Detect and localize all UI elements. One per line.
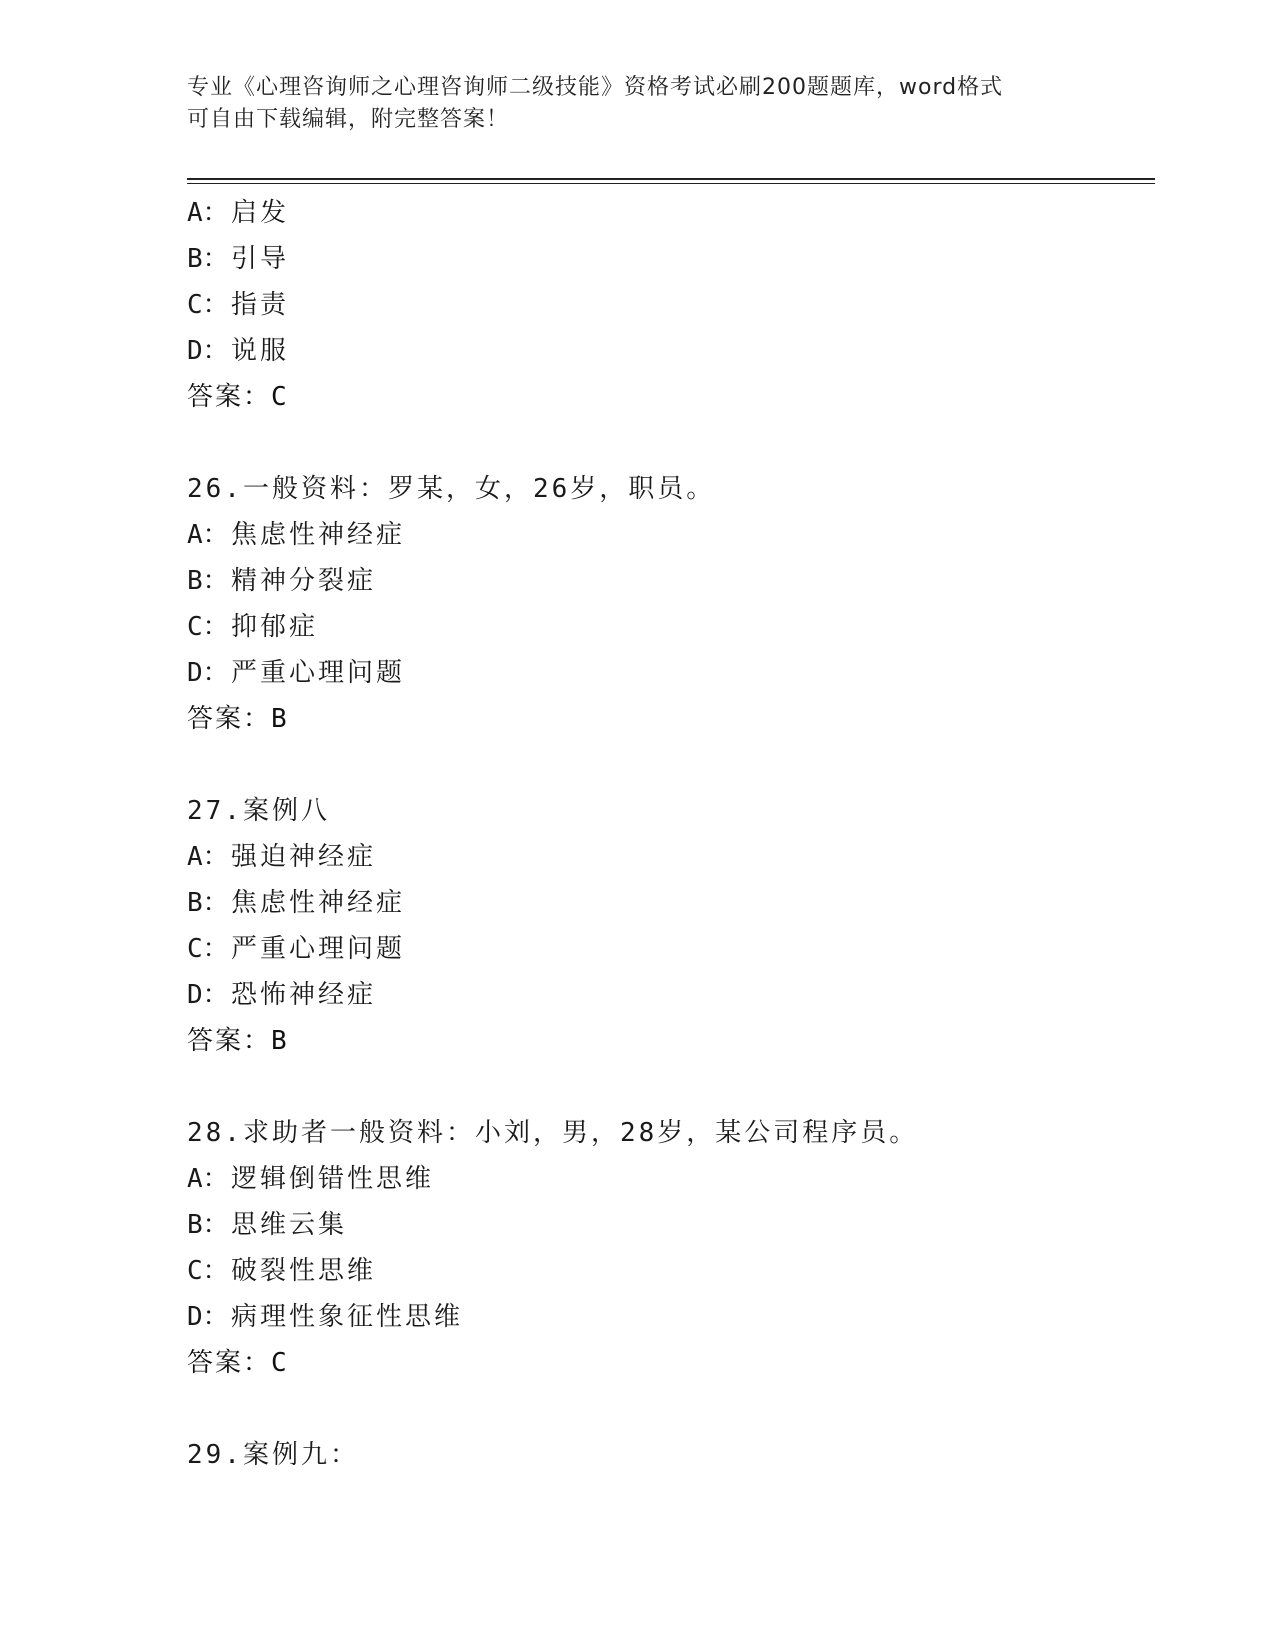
option-text: 焦虑性神经症 xyxy=(231,888,406,918)
option-text: 指责 xyxy=(231,290,290,320)
option-b xyxy=(187,558,1155,604)
option-d xyxy=(187,328,1155,374)
option-letter: D： xyxy=(187,1302,229,1332)
answer-label: 答案： xyxy=(187,1348,272,1378)
question-27 xyxy=(187,788,1155,1064)
question-28 xyxy=(187,1110,1155,1386)
option-text: 抑郁症 xyxy=(231,612,319,642)
option-b xyxy=(187,880,1155,926)
document-header xyxy=(187,72,1087,136)
option-c xyxy=(187,1248,1155,1294)
answer-label: 答案： xyxy=(187,1026,272,1056)
question-29 xyxy=(187,1432,1155,1478)
option-letter: B： xyxy=(187,566,229,596)
option-text: 严重心理问题 xyxy=(231,934,406,964)
option-text: 思维云集 xyxy=(231,1210,348,1240)
option-text: 恐怖神经症 xyxy=(231,980,377,1010)
option-a xyxy=(187,834,1155,880)
answer-value: C xyxy=(271,1348,287,1378)
question-stem: 29.案例九： xyxy=(187,1440,359,1470)
option-text: 破裂性思维 xyxy=(231,1256,377,1286)
option-text: 逻辑倒错性思维 xyxy=(231,1164,435,1194)
answer-value: C xyxy=(271,382,287,412)
answer-line xyxy=(187,696,1155,742)
option-letter: C： xyxy=(187,1256,229,1286)
option-letter: A： xyxy=(187,842,229,872)
option-letter: D： xyxy=(187,658,229,688)
answer-label: 答案： xyxy=(187,382,272,412)
answer-line xyxy=(187,374,1155,420)
answer-line xyxy=(187,1340,1155,1386)
question-26 xyxy=(187,466,1155,742)
answer-value: B xyxy=(271,704,287,734)
answer-value: B xyxy=(271,1026,287,1056)
option-letter: A： xyxy=(187,1164,229,1194)
question-stem: 27.案例八 xyxy=(187,796,330,826)
option-letter: D： xyxy=(187,980,229,1010)
option-text: 启发 xyxy=(231,198,290,228)
answer-label: 答案： xyxy=(187,704,272,734)
option-letter: A： xyxy=(187,520,229,550)
question-stem: 28.求助者一般资料：小刘，男，28岁，某公司程序员。 xyxy=(187,1118,919,1148)
header-divider-thick xyxy=(187,178,1155,180)
option-b xyxy=(187,1202,1155,1248)
option-text: 说服 xyxy=(231,336,290,366)
option-d xyxy=(187,1294,1155,1340)
option-letter: A： xyxy=(187,198,229,228)
option-letter: C： xyxy=(187,934,229,964)
option-text: 病理性象征性思维 xyxy=(231,1302,464,1332)
option-d xyxy=(187,650,1155,696)
option-a xyxy=(187,190,1155,236)
option-letter: D： xyxy=(187,336,229,366)
option-text: 精神分裂症 xyxy=(231,566,377,596)
option-d xyxy=(187,972,1155,1018)
option-b xyxy=(187,236,1155,282)
option-letter: C： xyxy=(187,612,229,642)
question-list xyxy=(187,190,1155,1524)
option-letter: B： xyxy=(187,244,229,274)
option-c xyxy=(187,282,1155,328)
option-text: 引导 xyxy=(231,244,290,274)
header-title-line-1: 专业《心理咨询师之心理咨询师二级技能》资格考试必刷200题题库，word格式 xyxy=(187,75,1004,100)
option-letter: B： xyxy=(187,1210,229,1240)
option-c xyxy=(187,604,1155,650)
option-letter: B： xyxy=(187,888,229,918)
question-25 xyxy=(187,190,1155,420)
option-a xyxy=(187,1156,1155,1202)
option-a xyxy=(187,512,1155,558)
option-text: 严重心理问题 xyxy=(231,658,406,688)
answer-line xyxy=(187,1018,1155,1064)
option-letter: C： xyxy=(187,290,229,320)
question-stem: 26.一般资料：罗某，女，26岁，职员。 xyxy=(187,474,716,504)
option-text: 焦虑性神经症 xyxy=(231,520,406,550)
option-c xyxy=(187,926,1155,972)
option-text: 强迫神经症 xyxy=(231,842,377,872)
header-title-line-2: 可自由下载编辑，附完整答案！ xyxy=(187,107,510,132)
header-divider-thin xyxy=(187,183,1155,184)
